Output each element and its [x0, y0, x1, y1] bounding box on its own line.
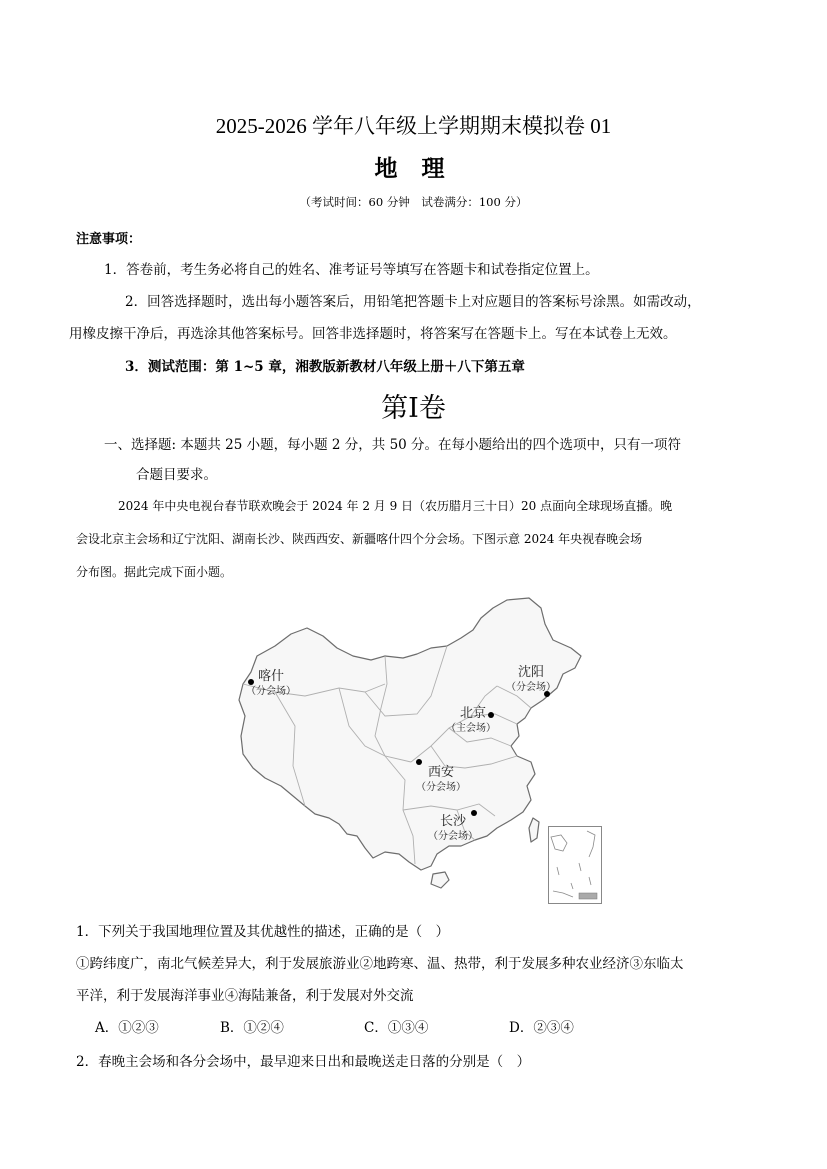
map-label-kashgar: 喀什 [257, 669, 285, 684]
option-letter: A． [95, 1020, 119, 1036]
map-marker-kashgar [248, 679, 254, 685]
hainan-island [431, 872, 449, 888]
map-marker-changsha [471, 810, 477, 816]
option-letter: C． [364, 1020, 388, 1036]
note-item-2-line2: 用橡皮擦干净后，再选涂其他答案标号。回答非选择题时，将答案写在答题卡上。写在本试卷上无效。 [69, 326, 677, 342]
note-item-3: 3．测试范围：第 1~5 章，湘教版新教材八年级上册＋八下第五章 [125, 359, 525, 375]
map-label-changsha: 长沙 [439, 814, 467, 829]
volume-title: 第I卷 [381, 393, 446, 424]
option-letter: B． [220, 1020, 244, 1036]
q1-option-c [364, 1016, 428, 1036]
passage-line1: 2024 年中央电视台春节联欢晚会于 2024 年 2 月 9 日（农历腊月三十日）20 点面向全球现场直播。晚 [118, 499, 673, 513]
note-item-2-line1: 2．回答选择题时，选出每小题答案后，用铅笔把答题卡上对应题目的答案标号涂黑。如需改动， [125, 294, 701, 310]
q2-stem: 2．春晚主会场和各分会场中，最早迎来日出和最晚送走日落的分别是（ ） [76, 1054, 531, 1070]
q1-stem: 1．下列关于我国地理位置及其优越性的描述，正确的是（ ） [76, 924, 450, 940]
notes-heading: 注意事项： [76, 232, 142, 247]
q1-option-b [220, 1016, 284, 1036]
passage-line2: 会设北京主会场和辽宁沈阳、湖南长沙、陕西西安、新疆喀什四个分会场。下图示意 2024 年央视春晚会场 [76, 532, 643, 546]
q1-option-d [509, 1016, 574, 1036]
option-text: ①②③ [118, 1020, 159, 1036]
map-marker-beijing [488, 712, 494, 718]
map-label-shenyang: 沈阳 [517, 665, 545, 680]
map-sublabel-shenyang: （分会场） [506, 682, 556, 693]
q1-desc-line2: 平洋，利于发展海洋事业④海陆兼备，利于发展对外交流 [76, 988, 414, 1004]
map-sublabel-xian: （分会场） [416, 782, 466, 793]
option-letter: D． [509, 1020, 534, 1036]
option-text: ①②④ [243, 1020, 284, 1036]
option-text: ①③④ [387, 1020, 429, 1036]
map-sublabel-beijing: （主会场） [446, 723, 496, 734]
q1-desc-line1: ①跨纬度广，南北气候差异大，利于发展旅游业②地跨寒、温、热带，利于发展多种农业经济③东临太 [76, 956, 684, 972]
taiwan-island [529, 818, 539, 842]
map-marker-xian [416, 759, 422, 765]
south-china-sea-inset [548, 826, 602, 904]
map-label-xian: 西安 [427, 765, 455, 780]
q1-option-a [95, 1016, 159, 1036]
exam-info: （考试时间：60 分钟 试卷满分：100 分） [299, 195, 528, 209]
map-sublabel-changsha: （分会场） [428, 831, 478, 842]
section1-line2: 合题目要求。 [136, 467, 217, 483]
option-text: ②③④ [533, 1020, 574, 1036]
subject-title: 地 理 [374, 155, 453, 182]
exam-title: 2025-2026 学年八年级上学期期末模拟卷 01 [215, 114, 612, 138]
section1-line1: 一、选择题: 本题共 25 小题，每小题 2 分，共 50 分。在每小题给出的四个选项中，只有一项符 [104, 437, 682, 453]
map-sublabel-kashgar: （分会场） [246, 686, 296, 697]
note-item-1: 1．答卷前，考生务必将自己的姓名、准考证号等填写在答题卡和试卷指定位置上。 [104, 262, 599, 278]
map-label-beijing: 北京 [459, 706, 487, 721]
passage-line3: 分布图。据此完成下面小题。 [76, 565, 233, 579]
